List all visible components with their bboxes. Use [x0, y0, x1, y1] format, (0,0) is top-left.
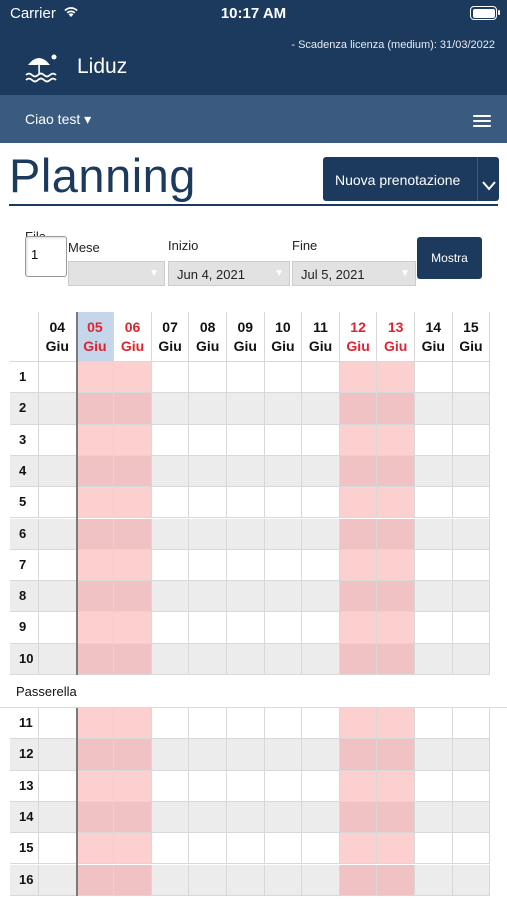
- today-marker-line: [76, 312, 78, 675]
- planning-cell[interactable]: [302, 833, 340, 864]
- planning-cell[interactable]: [415, 739, 453, 770]
- planning-cell[interactable]: [377, 771, 415, 802]
- planning-cell[interactable]: [302, 393, 340, 424]
- day-number: 12: [350, 319, 366, 335]
- planning-cell[interactable]: [227, 519, 265, 550]
- planning-cell[interactable]: [265, 581, 303, 612]
- planning-cell[interactable]: [377, 708, 415, 739]
- row-label: 12: [10, 739, 39, 770]
- planning-cell[interactable]: [152, 519, 190, 550]
- planning-cell[interactable]: [377, 612, 415, 643]
- planning-cell[interactable]: [377, 487, 415, 518]
- planning-cell[interactable]: [453, 612, 491, 643]
- grid-corner: [10, 312, 39, 362]
- day-month: Giu: [421, 338, 445, 354]
- planning-cell[interactable]: [152, 612, 190, 643]
- planning-cell[interactable]: [39, 771, 77, 802]
- row-label: 4: [10, 456, 39, 487]
- planning-cell[interactable]: [415, 456, 453, 487]
- planning-cell[interactable]: [415, 833, 453, 864]
- planning-cell[interactable]: [265, 612, 303, 643]
- day-header[interactable]: [302, 312, 340, 362]
- planning-cell[interactable]: [340, 612, 378, 643]
- planning-cell[interactable]: [265, 833, 303, 864]
- row-label: 13: [10, 771, 39, 802]
- planning-cell[interactable]: [302, 708, 340, 739]
- planning-cell[interactable]: [152, 708, 190, 739]
- planning-cell[interactable]: [114, 456, 152, 487]
- planning-cell[interactable]: [189, 581, 227, 612]
- row-label: 11: [10, 708, 39, 739]
- planning-cell[interactable]: [415, 393, 453, 424]
- planning-cell[interactable]: [453, 425, 491, 456]
- planning-cell[interactable]: [340, 833, 378, 864]
- planning-cell[interactable]: [189, 708, 227, 739]
- planning-cell[interactable]: [189, 456, 227, 487]
- inizio-select[interactable]: [168, 261, 290, 286]
- day-header[interactable]: [189, 312, 227, 362]
- planning-cell[interactable]: [39, 550, 77, 581]
- planning-cell[interactable]: [302, 612, 340, 643]
- planning-cell[interactable]: [152, 771, 190, 802]
- planning-cell[interactable]: [302, 644, 340, 675]
- planning-cell[interactable]: [77, 456, 115, 487]
- planning-cell[interactable]: [453, 519, 491, 550]
- planning-cell[interactable]: [152, 550, 190, 581]
- planning-cell[interactable]: [227, 550, 265, 581]
- planning-cell[interactable]: [453, 581, 491, 612]
- planning-cell[interactable]: [114, 708, 152, 739]
- planning-cell[interactable]: [189, 362, 227, 393]
- day-header[interactable]: [415, 312, 453, 362]
- day-number: 11: [313, 319, 328, 335]
- row-label: 14: [10, 802, 39, 833]
- planning-cell[interactable]: [453, 550, 491, 581]
- user-menu[interactable]: Ciao test ▾: [25, 111, 92, 127]
- day-month: Giu: [308, 338, 333, 354]
- planning-cell[interactable]: [189, 612, 227, 643]
- status-bar: [0, 0, 507, 28]
- nav-bar: [0, 95, 507, 143]
- day-number: 15: [463, 319, 479, 335]
- planning-cell[interactable]: [340, 644, 378, 675]
- planning-cell[interactable]: [114, 771, 152, 802]
- planning-cell[interactable]: [227, 487, 265, 518]
- planning-cell[interactable]: [340, 771, 378, 802]
- planning-cell[interactable]: [302, 519, 340, 550]
- planning-cell[interactable]: [453, 771, 491, 802]
- planning-cell[interactable]: [114, 581, 152, 612]
- planning-cell[interactable]: [227, 612, 265, 643]
- planning-cell[interactable]: [77, 612, 115, 643]
- day-month: Giu: [346, 338, 370, 354]
- row-label: 5: [10, 487, 39, 518]
- today-marker-line: [76, 708, 78, 896]
- planning-cell[interactable]: [152, 802, 190, 833]
- planning-cell[interactable]: [39, 362, 77, 393]
- row-label: 15: [10, 833, 39, 864]
- day-month: Giu: [271, 338, 295, 354]
- chevron-down-icon: ▼: [400, 268, 410, 279]
- planning-cell[interactable]: [302, 487, 340, 518]
- row-label: 8: [10, 581, 39, 612]
- planning-cell[interactable]: [302, 550, 340, 581]
- planning-cell[interactable]: [453, 833, 491, 864]
- planning-cell[interactable]: [114, 487, 152, 518]
- planning-cell[interactable]: [227, 802, 265, 833]
- day-number: 10: [275, 319, 291, 335]
- planning-cell[interactable]: [114, 644, 152, 675]
- day-number: 09: [237, 319, 254, 335]
- planning-cell[interactable]: [77, 802, 115, 833]
- mese-label: Mese: [68, 240, 100, 255]
- planning-cell[interactable]: [377, 581, 415, 612]
- inizio-label: Inizio: [168, 238, 199, 253]
- planning-cell[interactable]: [302, 865, 340, 896]
- planning-cell[interactable]: [302, 581, 340, 612]
- planning-cell[interactable]: [77, 644, 115, 675]
- planning-cell[interactable]: [340, 802, 378, 833]
- day-number: 14: [425, 319, 442, 335]
- mese-select[interactable]: [68, 261, 165, 286]
- planning-cell[interactable]: [377, 550, 415, 581]
- planning-cell[interactable]: [114, 393, 152, 424]
- planning-cell[interactable]: [152, 393, 190, 424]
- planning-cell[interactable]: [114, 362, 152, 393]
- planning-cell[interactable]: [340, 550, 378, 581]
- planning-cell[interactable]: [77, 550, 115, 581]
- planning-cell[interactable]: [77, 771, 115, 802]
- planning-cell[interactable]: [265, 865, 303, 896]
- day-month: Giu: [158, 338, 182, 354]
- planning-cell[interactable]: [39, 708, 77, 739]
- planning-cell[interactable]: [227, 393, 265, 424]
- planning-cell[interactable]: [415, 487, 453, 518]
- carrier-label: Carrier: [10, 5, 56, 22]
- planning-cell[interactable]: [340, 865, 378, 896]
- app-name: Liduz: [77, 55, 128, 78]
- inizio-value: Jun 4, 2021: [177, 267, 245, 282]
- app-header: [0, 28, 507, 95]
- planning-cell[interactable]: [39, 519, 77, 550]
- planning-cell[interactable]: [114, 550, 152, 581]
- planning-cell[interactable]: [39, 487, 77, 518]
- planning-cell[interactable]: [377, 519, 415, 550]
- planning-cell[interactable]: [415, 708, 453, 739]
- planning-cell[interactable]: [340, 456, 378, 487]
- planning-cell[interactable]: [265, 362, 303, 393]
- planning-cell[interactable]: [453, 456, 491, 487]
- planning-cell[interactable]: [415, 802, 453, 833]
- planning-cell[interactable]: [39, 833, 77, 864]
- chevron-down-icon: ▼: [274, 268, 284, 279]
- fila-input[interactable]: 1: [25, 236, 67, 277]
- day-month: Giu: [384, 338, 408, 354]
- planning-cell[interactable]: [377, 393, 415, 424]
- planning-cell[interactable]: [152, 362, 190, 393]
- planning-cell[interactable]: [265, 456, 303, 487]
- day-header[interactable]: [453, 312, 491, 362]
- fine-value: Jul 5, 2021: [301, 267, 365, 282]
- chevron-down-icon: ▼: [149, 268, 159, 279]
- planning-cell[interactable]: [340, 739, 378, 770]
- page-title: Planning: [9, 149, 196, 202]
- planning-cell[interactable]: [453, 644, 491, 675]
- day-header[interactable]: [77, 312, 115, 362]
- planning-cell[interactable]: [114, 519, 152, 550]
- planning-cell[interactable]: [77, 708, 115, 739]
- planning-cell[interactable]: [152, 425, 190, 456]
- planning-cell[interactable]: [377, 362, 415, 393]
- day-number: 05: [87, 319, 103, 335]
- planning-cell[interactable]: [227, 644, 265, 675]
- hamburger-menu-icon[interactable]: [473, 115, 491, 128]
- row-label: 6: [10, 519, 39, 550]
- planning-cell[interactable]: [265, 519, 303, 550]
- planning-cell[interactable]: [189, 739, 227, 770]
- planning-cell[interactable]: [415, 550, 453, 581]
- planning-cell[interactable]: [114, 612, 152, 643]
- planning-cell[interactable]: [152, 581, 190, 612]
- planning-cell[interactable]: [302, 456, 340, 487]
- chevron-down-icon[interactable]: [477, 157, 499, 201]
- planning-cell[interactable]: [152, 739, 190, 770]
- day-header[interactable]: [265, 312, 303, 362]
- planning-cell[interactable]: [265, 550, 303, 581]
- planning-cell[interactable]: [377, 833, 415, 864]
- planning-cell[interactable]: [377, 644, 415, 675]
- planning-cell[interactable]: [265, 802, 303, 833]
- planning-cell[interactable]: [265, 708, 303, 739]
- planning-cell[interactable]: [265, 393, 303, 424]
- planning-cell[interactable]: [453, 802, 491, 833]
- license-expiry: - Scadenza licenza (medium): 31/03/2022: [291, 39, 495, 51]
- planning-cell[interactable]: [152, 865, 190, 896]
- planning-cell[interactable]: [77, 487, 115, 518]
- row-label: 7: [10, 550, 39, 581]
- planning-cell[interactable]: [415, 519, 453, 550]
- planning-cell[interactable]: [377, 865, 415, 896]
- day-header[interactable]: [39, 312, 77, 362]
- planning-cell[interactable]: [152, 456, 190, 487]
- planning-cell[interactable]: [227, 708, 265, 739]
- planning-cell[interactable]: [39, 581, 77, 612]
- planning-cell[interactable]: [377, 802, 415, 833]
- row-label: 10: [10, 644, 39, 675]
- day-month: Giu: [83, 338, 107, 354]
- planning-cell[interactable]: [415, 425, 453, 456]
- planning-cell[interactable]: [302, 802, 340, 833]
- planning-cell[interactable]: [265, 425, 303, 456]
- planning-cell[interactable]: [77, 519, 115, 550]
- planning-cell[interactable]: [453, 708, 491, 739]
- row-label: 16: [10, 865, 39, 896]
- planning-cell[interactable]: [377, 739, 415, 770]
- battery-icon: [470, 6, 497, 20]
- planning-cell[interactable]: [227, 456, 265, 487]
- day-header[interactable]: [152, 312, 190, 362]
- planning-cell[interactable]: [265, 644, 303, 675]
- new-booking-label: Nuova prenotazione: [335, 172, 461, 188]
- day-header[interactable]: [227, 312, 265, 362]
- planning-cell[interactable]: [302, 425, 340, 456]
- planning-cell[interactable]: [189, 833, 227, 864]
- clock: 10:17 AM: [220, 5, 287, 22]
- planning-cell[interactable]: [77, 393, 115, 424]
- planning-cell[interactable]: [39, 865, 77, 896]
- title-divider: [9, 204, 498, 206]
- planning-cell[interactable]: [77, 865, 115, 896]
- planning-cell[interactable]: [152, 644, 190, 675]
- planning-cell[interactable]: [39, 739, 77, 770]
- planning-cell[interactable]: [340, 362, 378, 393]
- planning-cell[interactable]: [114, 739, 152, 770]
- planning-cell[interactable]: [114, 833, 152, 864]
- planning-cell[interactable]: [302, 771, 340, 802]
- planning-cell[interactable]: [77, 362, 115, 393]
- day-month: Giu: [196, 338, 220, 354]
- day-header[interactable]: [114, 312, 152, 362]
- planning-cell[interactable]: [189, 802, 227, 833]
- planning-cell[interactable]: [39, 425, 77, 456]
- planning-cell[interactable]: [453, 393, 491, 424]
- planning-cell[interactable]: [265, 739, 303, 770]
- planning-cell[interactable]: [265, 487, 303, 518]
- planning-cell[interactable]: [77, 833, 115, 864]
- day-month: Giu: [120, 338, 145, 354]
- planning-cell[interactable]: [453, 487, 491, 518]
- planning-cell[interactable]: [152, 487, 190, 518]
- planning-cell[interactable]: [39, 393, 77, 424]
- planning-cell[interactable]: [227, 362, 265, 393]
- planning-cell[interactable]: [39, 612, 77, 643]
- planning-cell[interactable]: [39, 802, 77, 833]
- day-month: Giu: [459, 338, 483, 354]
- planning-cell[interactable]: [340, 425, 378, 456]
- planning-cell[interactable]: [227, 865, 265, 896]
- planning-cell[interactable]: [340, 393, 378, 424]
- planning-cell[interactable]: [39, 456, 77, 487]
- fine-label: Fine: [292, 238, 318, 253]
- planning-cell[interactable]: [227, 425, 265, 456]
- planning-cell[interactable]: [453, 739, 491, 770]
- day-number: 04: [49, 319, 66, 335]
- show-button[interactable]: Mostra: [417, 237, 482, 279]
- fine-select[interactable]: [292, 261, 416, 286]
- planning-cell[interactable]: [377, 425, 415, 456]
- day-number: 07: [162, 319, 178, 335]
- planning-cell[interactable]: [415, 644, 453, 675]
- planning-cell[interactable]: [302, 739, 340, 770]
- planning-cell[interactable]: [415, 865, 453, 896]
- row-label: 2: [10, 393, 39, 424]
- planning-cell[interactable]: [189, 487, 227, 518]
- planning-cell[interactable]: [189, 519, 227, 550]
- day-month: Giu: [233, 338, 257, 354]
- new-booking-button[interactable]: [323, 157, 499, 201]
- planning-cell[interactable]: [152, 833, 190, 864]
- row-label: 9: [10, 612, 39, 643]
- day-number: 06: [124, 319, 141, 335]
- day-header[interactable]: [340, 312, 378, 362]
- planning-cell[interactable]: [189, 865, 227, 896]
- planning-cell[interactable]: [114, 802, 152, 833]
- planning-cell[interactable]: [114, 425, 152, 456]
- planning-cell[interactable]: [377, 456, 415, 487]
- planning-cell[interactable]: [415, 771, 453, 802]
- planning-cell[interactable]: [227, 739, 265, 770]
- planning-cell[interactable]: [77, 581, 115, 612]
- beach-umbrella-logo-icon: [24, 48, 60, 84]
- planning-cell[interactable]: [415, 362, 453, 393]
- planning-cell[interactable]: [265, 771, 303, 802]
- planning-cell[interactable]: [189, 644, 227, 675]
- planning-cell[interactable]: [114, 865, 152, 896]
- planning-cell[interactable]: [340, 519, 378, 550]
- planning-cell[interactable]: [415, 581, 453, 612]
- day-header[interactable]: [377, 312, 415, 362]
- planning-cell[interactable]: [77, 425, 115, 456]
- row-separator-label: Passerella: [0, 675, 507, 708]
- title-row: [0, 143, 507, 207]
- planning-cell[interactable]: [189, 425, 227, 456]
- planning-cell[interactable]: [189, 771, 227, 802]
- row-label: 1: [10, 362, 39, 393]
- filter-bar: [0, 207, 507, 305]
- planning-cell[interactable]: [415, 612, 453, 643]
- planning-cell[interactable]: [227, 833, 265, 864]
- planning-cell[interactable]: [453, 865, 491, 896]
- planning-cell[interactable]: [340, 708, 378, 739]
- day-number: 13: [387, 319, 404, 335]
- planning-cell[interactable]: [77, 739, 115, 770]
- planning-cell[interactable]: [39, 644, 77, 675]
- planning-cell[interactable]: [189, 393, 227, 424]
- planning-cell[interactable]: [453, 362, 491, 393]
- planning-cell[interactable]: [189, 550, 227, 581]
- planning-cell[interactable]: [340, 487, 378, 518]
- day-month: Giu: [45, 338, 69, 354]
- row-label: 3: [10, 425, 39, 456]
- planning-cell[interactable]: [227, 581, 265, 612]
- planning-cell[interactable]: [227, 771, 265, 802]
- planning-cell[interactable]: [340, 581, 378, 612]
- day-number: 08: [199, 319, 216, 335]
- planning-cell[interactable]: [302, 362, 340, 393]
